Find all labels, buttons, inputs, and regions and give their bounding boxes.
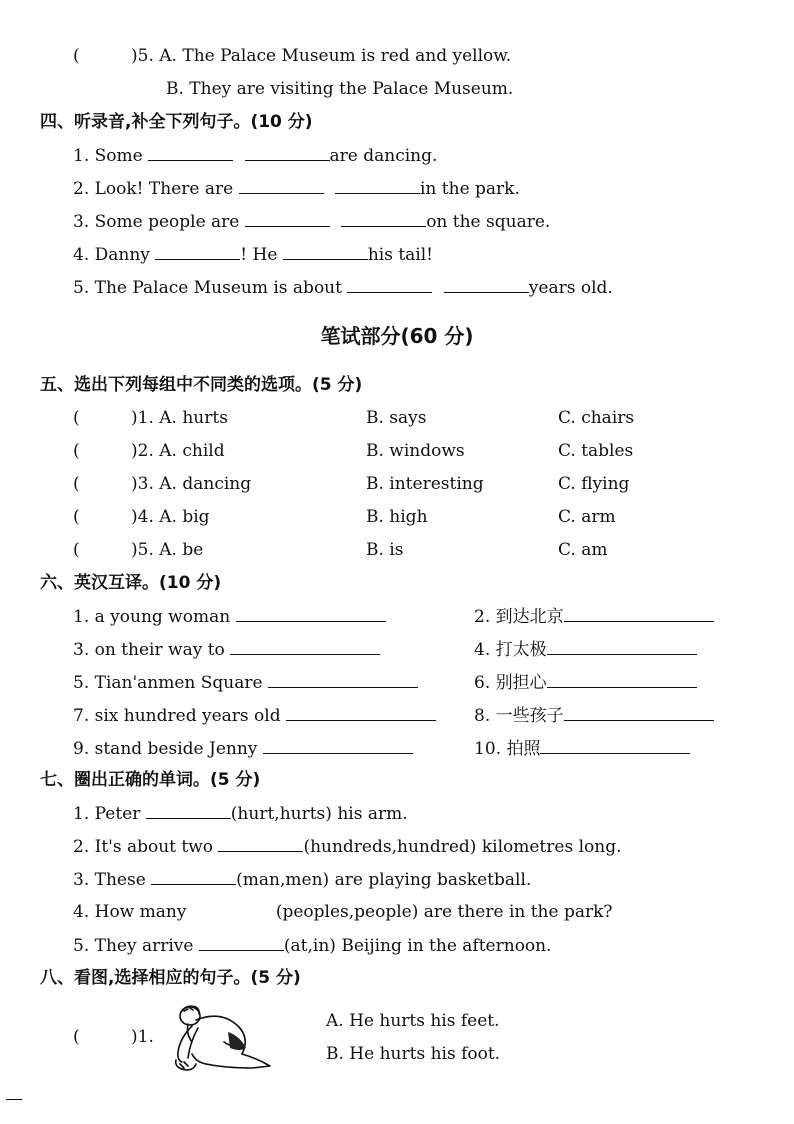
fill-blank[interactable]	[236, 605, 386, 622]
q5-line	[73, 45, 511, 67]
sec8-question-1: ( )1.	[73, 1027, 154, 1047]
worksheet-page: ( )5. A. The Palace Museum is red and yellow. B. They are visiting the Palace Museum. 四、听录音,补全下列句子。(10 分) 1. Some are dancing. 2. Look! There are in the park. 3. Some people are on the square. 4. Danny ! He his tail! 5. The Palace Museum is about years old. 笔试部分(60 分) 五、选出下列每组中不同类的选项。(5 分) ( )1. A. hurts B. says C. chairs ( )2. A. child B. windows C. tables ( )3. A. dancing B. interesting C. flying ( )4. A. big B. high C. arm ( )5. A. be B. is C. am 六、英汉互译。(10 分) 1. a young woman 3. on their way to 5. Tian'anmen Square 7. six hundred years old 9. stand beside Jenny 2. 到达北京 4. 打太极 6. 别担心 8. 一些孩子 10. 拍照 七、圈出正确的单词。(5 分) 1. Peter (hurt,hurts) his arm. 2. It's about two (hundreds,hundred) kilometres long. 3. These (man,men) are playing basketball. 4. How many (peoples,people) are there in the park? 5. They arrive (at,in) Beijing in the afternoon. 八、看图,选择相应的句子。(5 分) ( )1. A. He hurts his feet. B. He hurts his foot.	[0, 0, 794, 1124]
fill-blank[interactable]	[245, 210, 330, 227]
word-options[interactable]: (hundreds,hundred)	[303, 837, 477, 857]
sec6-right-item: 8. 一些孩子	[474, 704, 714, 727]
answer-paren[interactable]: (	[73, 408, 80, 428]
sec6-left-item: 5. Tian'anmen Square	[73, 671, 418, 694]
sec6-right-item: 2. 到达北京	[474, 605, 714, 628]
fill-blank[interactable]	[199, 934, 284, 951]
fill-blank[interactable]	[263, 737, 413, 754]
option-a: A. hurts	[159, 408, 228, 428]
fill-blank[interactable]	[564, 704, 714, 721]
word-options[interactable]: (man,men)	[236, 870, 330, 890]
fill-blank[interactable]	[564, 605, 714, 622]
sec6-right-item: 4. 打太极	[474, 638, 697, 661]
fill-blank[interactable]	[148, 144, 233, 161]
sec6-left-item: 7. six hundred years old	[73, 704, 436, 727]
fill-blank[interactable]	[230, 638, 380, 655]
fill-blank[interactable]	[146, 802, 231, 819]
sec8-option-a: A. He hurts his feet.	[326, 1011, 500, 1031]
option-b: B. says	[366, 408, 427, 428]
section-7-title: 七、圈出正确的单词。(5 分)	[40, 770, 261, 790]
page-edge-dash	[6, 1099, 22, 1100]
fill-blank[interactable]	[444, 276, 529, 293]
fill-blank[interactable]	[245, 144, 330, 161]
answer-paren[interactable]: (	[73, 1027, 80, 1047]
option-c: C. tables	[558, 441, 634, 461]
word-options[interactable]: (hurt,hurts)	[230, 804, 332, 824]
question-number: )5.	[131, 46, 154, 66]
option-c: C. arm	[558, 507, 616, 527]
option-c: C. flying	[558, 474, 630, 494]
fill-blank[interactable]	[268, 671, 418, 688]
sec8-option-b: B. He hurts his foot.	[326, 1044, 501, 1064]
option-a: A. big	[159, 507, 210, 527]
sec6-left-item: 9. stand beside Jenny	[73, 737, 413, 760]
section-4-title: 四、听录音,补全下列句子。(10 分)	[40, 112, 313, 132]
option-c: C. chairs	[558, 408, 635, 428]
fill-blank[interactable]	[347, 276, 432, 293]
sec7-item-2: 2. It's about two (hundreds,hundred) kilometres long.	[73, 837, 622, 857]
sec6-right-item: 6. 别担心	[474, 671, 697, 694]
section-6-title: 六、英汉互译。(10 分)	[40, 573, 222, 593]
q5-option-b: B. They are visiting the Palace Museum.	[166, 79, 514, 99]
option-c: C. am	[558, 540, 608, 560]
fill-blank[interactable]	[286, 704, 436, 721]
fill-blank[interactable]	[151, 868, 236, 885]
fill-blank[interactable]	[218, 835, 303, 852]
option-b: B. high	[366, 507, 428, 527]
option-b: B. windows	[366, 441, 465, 461]
option-b: B. interesting	[366, 474, 484, 494]
kneeling-boy-icon	[166, 1002, 276, 1074]
fill-blank[interactable]	[335, 177, 420, 194]
fill-blank[interactable]	[547, 638, 697, 655]
option-a: A. dancing	[159, 474, 252, 494]
sec6-left-item: 3. on their way to	[73, 638, 380, 661]
answer-paren[interactable]: (	[73, 540, 80, 560]
option-b: B. is	[366, 540, 404, 560]
answer-paren[interactable]: (	[73, 46, 80, 66]
sec6-right-item: 10. 拍照	[474, 737, 690, 760]
sec7-item-3: 3. These (man,men) are playing basketball.	[73, 870, 532, 890]
word-options[interactable]: (at,in)	[283, 936, 336, 956]
section-5-title: 五、选出下列每组中不同类的选项。(5 分)	[40, 375, 363, 395]
answer-paren[interactable]: (	[73, 474, 80, 494]
option-a: A. be	[159, 540, 204, 560]
written-part-title: 笔试部分(60 分)	[320, 324, 474, 348]
fill-blank[interactable]	[239, 177, 324, 194]
sec6-left-item: 1. a young woman	[73, 605, 386, 628]
option-a: A. child	[159, 441, 225, 461]
fill-blank[interactable]	[283, 243, 368, 260]
section-8-title: 八、看图,选择相应的句子。(5 分)	[40, 968, 301, 988]
answer-paren[interactable]: (	[73, 441, 80, 461]
sec4-item-5: 5. The Palace Museum is about years old.	[73, 278, 613, 298]
sec7-item-4: 4. How many (peoples,people) are there in the park?	[73, 902, 613, 922]
sec7-item-5: 5. They arrive (at,in) Beijing in the afternoon.	[73, 936, 552, 956]
option-a: A. The Palace Museum is red and yellow.	[159, 46, 512, 66]
fill-blank[interactable]	[540, 737, 690, 754]
fill-blank[interactable]	[155, 243, 240, 260]
sec4-item-3: 3. Some people are on the square.	[73, 212, 551, 232]
sec4-item-4: 4. Danny ! He his tail!	[73, 245, 434, 265]
fill-blank[interactable]	[341, 210, 426, 227]
sec7-item-1: 1. Peter (hurt,hurts) his arm.	[73, 804, 408, 824]
sec4-item-2: 2. Look! There are in the park.	[73, 179, 520, 199]
fill-blank[interactable]	[547, 671, 697, 688]
sec4-item-1: 1. Some are dancing.	[73, 146, 438, 166]
word-options[interactable]: (peoples,people)	[275, 902, 419, 922]
answer-paren[interactable]: (	[73, 507, 80, 527]
